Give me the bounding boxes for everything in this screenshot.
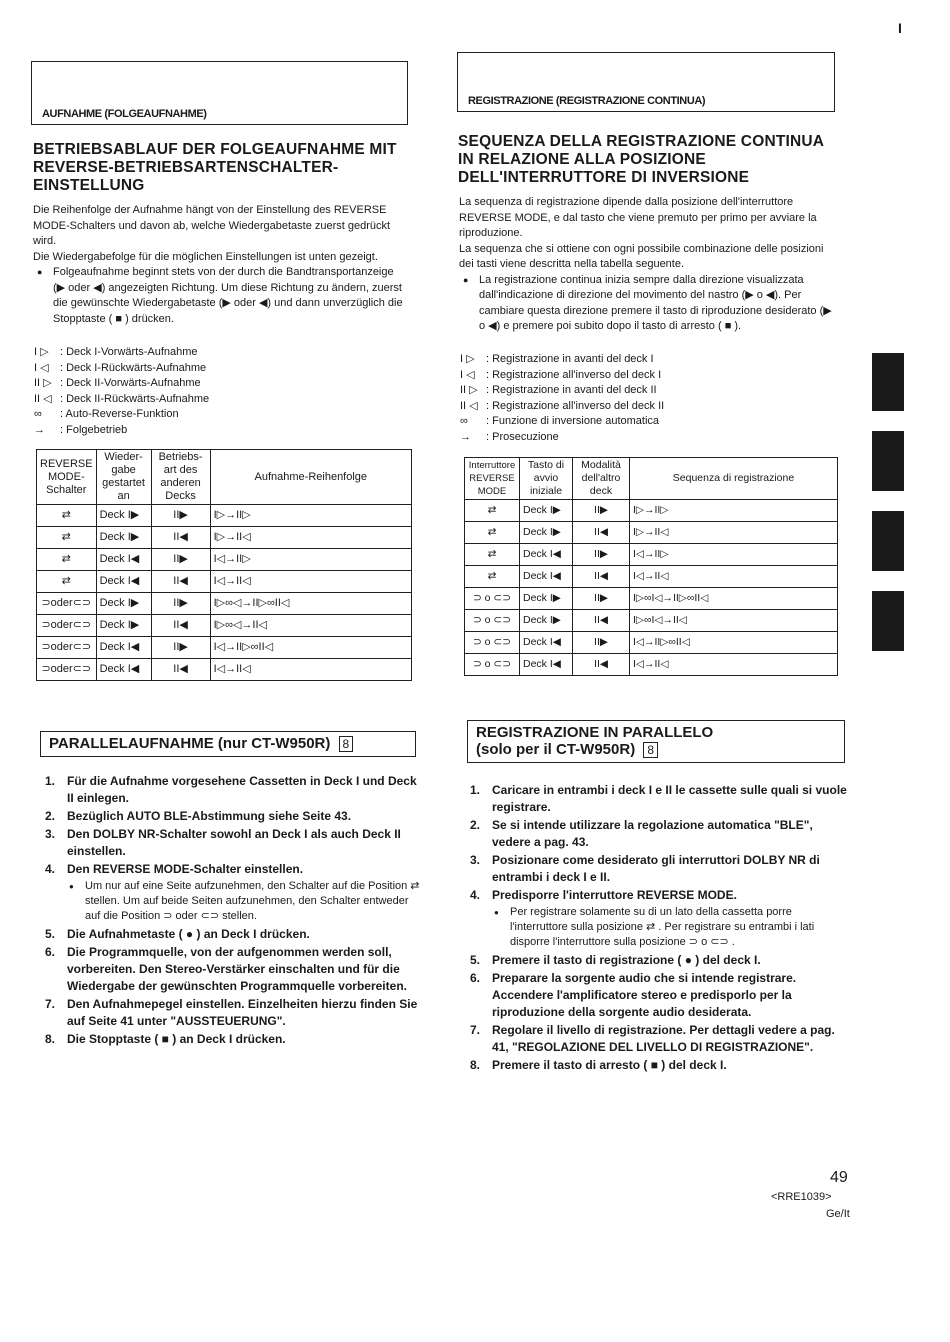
table-cell: Deck I▶ bbox=[96, 505, 151, 527]
table-cell: ⇄ bbox=[37, 571, 97, 593]
legend-text: : Folgebetrieb bbox=[60, 423, 128, 436]
step-item bbox=[45, 826, 420, 860]
step-number: 3. bbox=[45, 827, 56, 841]
step-text: Preparare la sorgente audio che si intende registrare. Accendere l'amplificatore stereo e predisporlo per la riproduzione della sorgente audio desiderata. bbox=[492, 971, 797, 1019]
table-cell: Deck I◀ bbox=[96, 659, 151, 681]
left-legend bbox=[34, 345, 394, 438]
step-number: 7. bbox=[470, 1023, 481, 1037]
side-tab-4 bbox=[872, 591, 904, 651]
table-cell: I◁→II▷∞II◁ bbox=[210, 637, 411, 659]
table-cell: II◀ bbox=[151, 527, 210, 549]
legend-text: : Deck I-Vorwärts-Aufnahme bbox=[60, 346, 198, 358]
step-text: Predisporre l'interruttore REVERSE MODE. bbox=[492, 888, 737, 902]
table-row bbox=[37, 527, 412, 549]
table-cell: I▷∞I◁→II▷∞II◁ bbox=[630, 588, 838, 610]
step-number: 8. bbox=[45, 1032, 56, 1046]
legend-text: : Funzione di inversione automatica bbox=[486, 415, 660, 427]
table-cell: I▷→II▷ bbox=[630, 500, 838, 522]
legend-row bbox=[34, 345, 394, 361]
left-section-title-box bbox=[40, 731, 416, 757]
step-number: 1. bbox=[470, 783, 481, 797]
left-sequence-table bbox=[36, 449, 412, 681]
legend-row bbox=[460, 414, 830, 430]
table-cell: ⊃oder⊂⊃ bbox=[37, 637, 97, 659]
table-cell: II◀ bbox=[573, 610, 630, 632]
legend-text: : Deck I-Rückwärts-Aufnahme bbox=[60, 361, 207, 374]
table-row bbox=[465, 522, 838, 544]
step-text: Den DOLBY NR-Schalter sowohl an Deck I als auch Deck II einstellen. bbox=[67, 827, 401, 858]
step-text: Premere il tasto di arresto ( ■ ) del deck I. bbox=[492, 1058, 727, 1072]
right-header-label: REGISTRAZIONE (REGISTRAZIONE CONTINUA) bbox=[468, 95, 706, 107]
step-number: 4. bbox=[470, 888, 481, 902]
legend-symbol: → bbox=[34, 423, 45, 436]
table-cell: II◀ bbox=[573, 566, 630, 588]
table-cell: ⇄ bbox=[37, 549, 97, 571]
left-section-title: PARALLELAUFNAHME (nur CT-W950R) bbox=[49, 735, 331, 752]
table-cell: Deck I▶ bbox=[520, 500, 573, 522]
right-section-badge: 8 bbox=[643, 742, 658, 758]
table-cell: II▶ bbox=[573, 544, 630, 566]
col-header: Tasto di avvio iniziale bbox=[520, 458, 573, 500]
legend-row bbox=[460, 368, 830, 384]
table-cell: ⊃oder⊂⊃ bbox=[37, 615, 97, 637]
legend-row bbox=[460, 383, 830, 399]
table-row bbox=[465, 588, 838, 610]
legend-row bbox=[34, 392, 394, 408]
legend-symbol: II ▷ bbox=[460, 384, 478, 396]
step-text: Posizionare come desiderato gli interruttori DOLBY NR di entrambi i deck I e II. bbox=[492, 853, 820, 884]
table-cell: II◀ bbox=[573, 522, 630, 544]
legend-symbol: II ◁ bbox=[34, 392, 52, 405]
legend-text: : Registrazione in avanti del deck I bbox=[486, 353, 654, 365]
table-cell: II▶ bbox=[151, 505, 210, 527]
table-cell: ⊃oder⊂⊃ bbox=[37, 593, 97, 615]
table-cell: I▷∞◁→II▷∞II◁ bbox=[210, 593, 411, 615]
col-header: Aufnahme-Reihenfolge bbox=[210, 450, 411, 505]
step-text: Für die Aufnahme vorgesehene Cassetten in Deck I und Deck II einlegen. bbox=[67, 774, 417, 805]
right-intro-1: La sequenza di registrazione dipende dalla posizione dell'interruttore REVERSE MODE, e dal tasto che viene premuto per primo per avviare la riproduzione. bbox=[459, 196, 817, 239]
table-row bbox=[37, 571, 412, 593]
step-item bbox=[45, 996, 420, 1030]
table-row bbox=[37, 593, 412, 615]
col-header: REVERSE MODE-Schalter bbox=[37, 450, 97, 505]
table-row bbox=[465, 632, 838, 654]
table-cell: Deck I◀ bbox=[520, 544, 573, 566]
table-row bbox=[465, 654, 838, 676]
step-text: Den REVERSE MODE-Schalter einstellen. bbox=[67, 862, 304, 876]
step-number: 8. bbox=[470, 1058, 481, 1072]
legend-symbol: ∞ bbox=[460, 415, 468, 427]
table-cell: I◁→II◁ bbox=[210, 659, 411, 681]
table-cell: II◀ bbox=[151, 659, 210, 681]
table-cell: ⇄ bbox=[465, 544, 520, 566]
table-cell: ⊃ o ⊂⊃ bbox=[465, 632, 520, 654]
legend-text: : Deck II-Rückwärts-Aufnahme bbox=[60, 392, 210, 405]
table-cell: Deck I◀ bbox=[520, 566, 573, 588]
table-cell: II◀ bbox=[573, 654, 630, 676]
left-steps bbox=[45, 773, 420, 1049]
step-text: Die Programmquelle, von der aufgenommen werden soll, vorbereiten. Den Stereo-Verstärker einschalten und für die Wiedergabe der gewünschten Programmquelle vorbereiten. bbox=[67, 945, 407, 993]
legend-row bbox=[460, 399, 830, 415]
language-label: Ge/It bbox=[826, 1208, 850, 1220]
legend-symbol: I ◁ bbox=[460, 368, 475, 381]
table-cell: I◁→II▷∞II◁ bbox=[630, 632, 838, 654]
table-row bbox=[465, 500, 838, 522]
step-subnote: ● Per registrare solamente su di un lato della cassetta porre l'interruttore sulla posizione ⇄ . Per registrare su entrambi i lati disporre l'interruttore sulla posizione ⊃ o ⊂⊃ . bbox=[492, 905, 848, 950]
step-text: Caricare in entrambi i deck I e II le cassette sulle quali si vuole registrare. bbox=[492, 783, 847, 814]
legend-text: : Registrazione all'inverso del deck II bbox=[486, 399, 665, 412]
side-tab-3 bbox=[872, 511, 904, 571]
step-item bbox=[470, 782, 848, 816]
table-cell: II▶ bbox=[573, 500, 630, 522]
table-cell: Deck I◀ bbox=[520, 632, 573, 654]
doc-code: <RRE1039> bbox=[771, 1191, 832, 1203]
legend-text: : Deck II-Vorwärts-Aufnahme bbox=[60, 377, 201, 389]
step-item bbox=[45, 861, 420, 924]
step-item bbox=[45, 926, 420, 943]
table-cell: I◁→II◁ bbox=[210, 571, 411, 593]
legend-symbol: ∞ bbox=[34, 408, 42, 420]
step-number: 4. bbox=[45, 862, 56, 876]
legend-row bbox=[34, 407, 394, 423]
table-cell: ⇄ bbox=[37, 505, 97, 527]
left-intro-2: Die Wiedergabefolge für die möglichen Einstellungen ist unten gezeigt. bbox=[33, 250, 378, 263]
left-header-label: AUFNAHME (FOLGEAUFNAHME) bbox=[42, 108, 207, 120]
step-item bbox=[470, 887, 848, 950]
legend-text: : Auto-Reverse-Funktion bbox=[60, 408, 179, 420]
table-cell: ⇄ bbox=[465, 566, 520, 588]
table-row bbox=[465, 610, 838, 632]
table-cell: I◁→II◁ bbox=[630, 566, 838, 588]
step-text: Se si intende utilizzare la regolazione automatica "BLE", vedere a pag. 43. bbox=[492, 818, 813, 849]
right-steps bbox=[470, 782, 848, 1075]
legend-text: : Registrazione all'inverso del deck I bbox=[486, 368, 662, 381]
step-item bbox=[45, 773, 420, 807]
step-number: 7. bbox=[45, 997, 56, 1011]
left-bullet: ● Folgeaufnahme beginnt stets von der durch die Bandtransportanzeige (▶ oder ◀) angezeigten Richtung. Um diese Richtung zu ändern, zuerst die gewünschte Wiedergabetaste (▶ oder ◀) und dann unverzüglich die Stopptaste ( ■ ) drücken. bbox=[33, 265, 407, 327]
table-cell: Deck I◀ bbox=[96, 637, 151, 659]
table-cell: II◀ bbox=[151, 571, 210, 593]
step-subnote: ● Um nur auf eine Seite aufzunehmen, den Schalter auf die Position ⇄ stellen. Um auf beide Seiten aufzunehmen, den Schalter entweder auf die Position ⊃ oder ⊂⊃ stellen. bbox=[67, 879, 420, 924]
legend-text: : Registrazione in avanti del deck II bbox=[486, 384, 657, 396]
table-cell: I▷→II◁ bbox=[210, 527, 411, 549]
table-cell: II◀ bbox=[151, 615, 210, 637]
legend-row bbox=[460, 352, 830, 368]
step-item bbox=[470, 1022, 848, 1056]
col-header: Modalità dell'altro deck bbox=[573, 458, 630, 500]
left-title: BETRIEBSABLAUF DER FOLGEAUFNAHME MIT REVERSE-BETRIEBSARTENSCHALTER-EINSTELLUNG bbox=[33, 141, 397, 194]
step-item bbox=[45, 944, 420, 995]
table-row bbox=[465, 544, 838, 566]
right-section-title-box bbox=[467, 720, 845, 763]
col-header: Wieder-gabe gestartet an bbox=[96, 450, 151, 505]
table-cell: ⇄ bbox=[465, 522, 520, 544]
step-item bbox=[470, 970, 848, 1021]
table-cell: I◁→II▷ bbox=[210, 549, 411, 571]
table-cell: I▷→II▷ bbox=[210, 505, 411, 527]
legend-text: : Prosecuzione bbox=[486, 430, 559, 443]
table-cell: Deck I◀ bbox=[96, 549, 151, 571]
table-cell: Deck I▶ bbox=[96, 593, 151, 615]
step-number: 2. bbox=[45, 809, 56, 823]
right-bullet: ● La registrazione continua inizia sempre dalla direzione visualizzata dall'indicazione di direzione del movimento del nastro (▶ o ◀). Per cambiare questa direzione premere il tasto di riproduzione desiderato (▶ o ◀) e premere poi subito dopo il tasto di arresto ( ■ ). bbox=[459, 273, 837, 335]
step-text: Regolare il livello di registrazione. Per dettagli vedere a pag. 41, "REGOLAZIONE DEL LIVELLO DI REGISTRAZIONE". bbox=[492, 1023, 835, 1054]
step-text: Den Aufnahmepegel einstellen. Einzelheiten hierzu finden Sie auf Seite 41 unter "AUSSTEUERUNG". bbox=[67, 997, 418, 1028]
page-number: 49 bbox=[830, 1169, 848, 1186]
step-item bbox=[470, 817, 848, 851]
table-cell: ⇄ bbox=[37, 527, 97, 549]
table-cell: Deck I▶ bbox=[96, 615, 151, 637]
step-number: 5. bbox=[45, 927, 56, 941]
table-cell: I▷∞I◁→II◁ bbox=[630, 610, 838, 632]
right-intro-2: La sequenza che si ottiene con ogni possibile combinazione delle posizioni dei tasti viene descritta nella tabella seguente. bbox=[459, 242, 824, 270]
side-tab-2 bbox=[872, 431, 904, 491]
page-corner-mark: I bbox=[898, 20, 902, 36]
step-item bbox=[470, 1057, 848, 1074]
table-row bbox=[37, 615, 412, 637]
table-cell: II▶ bbox=[573, 588, 630, 610]
table-cell: Deck I▶ bbox=[520, 522, 573, 544]
legend-symbol: I ▷ bbox=[34, 346, 49, 358]
table-cell: ⊃ o ⊂⊃ bbox=[465, 588, 520, 610]
table-cell: II▶ bbox=[151, 593, 210, 615]
right-header-box bbox=[457, 52, 835, 112]
table-row bbox=[37, 505, 412, 527]
table-cell: ⊃ o ⊂⊃ bbox=[465, 654, 520, 676]
legend-row bbox=[34, 423, 394, 439]
table-cell: II▶ bbox=[573, 632, 630, 654]
col-header: Interruttore REVERSE MODE bbox=[465, 458, 520, 500]
right-section-title-2: (solo per il CT-W950R) bbox=[476, 741, 636, 758]
step-item bbox=[45, 1031, 420, 1048]
legend-symbol: → bbox=[460, 430, 471, 443]
right-legend bbox=[460, 352, 830, 445]
step-text: Premere il tasto di registrazione ( ● ) del deck I. bbox=[492, 953, 761, 967]
table-cell: I◁→II▷ bbox=[630, 544, 838, 566]
step-item bbox=[470, 852, 848, 886]
step-number: 3. bbox=[470, 853, 481, 867]
table-cell: I▷∞◁→II◁ bbox=[210, 615, 411, 637]
step-item bbox=[470, 952, 848, 969]
legend-row bbox=[34, 361, 394, 377]
table-cell: II▶ bbox=[151, 637, 210, 659]
left-header-box bbox=[31, 61, 408, 125]
legend-symbol: I ◁ bbox=[34, 361, 49, 374]
right-intro bbox=[459, 195, 837, 335]
step-number: 6. bbox=[470, 971, 481, 985]
table-cell: Deck I▶ bbox=[520, 610, 573, 632]
table-row bbox=[37, 549, 412, 571]
step-text: Die Stopptaste ( ■ ) an Deck I drücken. bbox=[67, 1032, 286, 1046]
table-cell: Deck I◀ bbox=[520, 654, 573, 676]
step-text: Die Aufnahmetaste ( ● ) an Deck I drücken. bbox=[67, 927, 310, 941]
legend-row bbox=[460, 430, 830, 446]
left-intro bbox=[33, 203, 407, 327]
legend-row bbox=[34, 376, 394, 392]
table-cell: I▷→II◁ bbox=[630, 522, 838, 544]
legend-symbol: I ▷ bbox=[460, 353, 475, 365]
col-header: Betriebs-art des anderen Decks bbox=[151, 450, 210, 505]
table-cell: I◁→II◁ bbox=[630, 654, 838, 676]
table-cell: ⊃oder⊂⊃ bbox=[37, 659, 97, 681]
table-cell: II▶ bbox=[151, 549, 210, 571]
legend-symbol: II ▷ bbox=[34, 377, 52, 389]
step-number: 6. bbox=[45, 945, 56, 959]
table-row bbox=[465, 566, 838, 588]
step-number: 2. bbox=[470, 818, 481, 832]
table-cell: Deck I▶ bbox=[520, 588, 573, 610]
right-section-title-1: REGISTRAZIONE IN PARALLELO bbox=[476, 724, 714, 741]
step-item bbox=[45, 808, 420, 825]
table-cell: Deck I▶ bbox=[96, 527, 151, 549]
right-title: SEQUENZA DELLA REGISTRAZIONE CONTINUA IN RELAZIONE ALLA POSIZIONE DELL'INTERRUTTORE DI INVERSIONE bbox=[458, 133, 824, 186]
step-number: 5. bbox=[470, 953, 481, 967]
table-cell: ⊃ o ⊂⊃ bbox=[465, 610, 520, 632]
side-tab-1 bbox=[872, 353, 904, 411]
table-row bbox=[37, 637, 412, 659]
right-sequence-table bbox=[464, 457, 838, 676]
step-text: Bezüglich AUTO BLE-Abstimmung siehe Seite 43. bbox=[67, 809, 352, 823]
left-section-badge: 8 bbox=[339, 736, 354, 752]
table-row bbox=[37, 659, 412, 681]
col-header: Sequenza di registrazione bbox=[630, 458, 838, 500]
legend-symbol: II ◁ bbox=[460, 399, 478, 412]
left-intro-1: Die Reihenfolge der Aufnahme hängt von der Einstellung des REVERSE MODE-Schalters und davon ab, welche Wiedergabetaste zuerst gedrückt wird. bbox=[33, 204, 391, 247]
table-cell: ⇄ bbox=[465, 500, 520, 522]
table-cell: Deck I◀ bbox=[96, 571, 151, 593]
step-number: 1. bbox=[45, 774, 56, 788]
